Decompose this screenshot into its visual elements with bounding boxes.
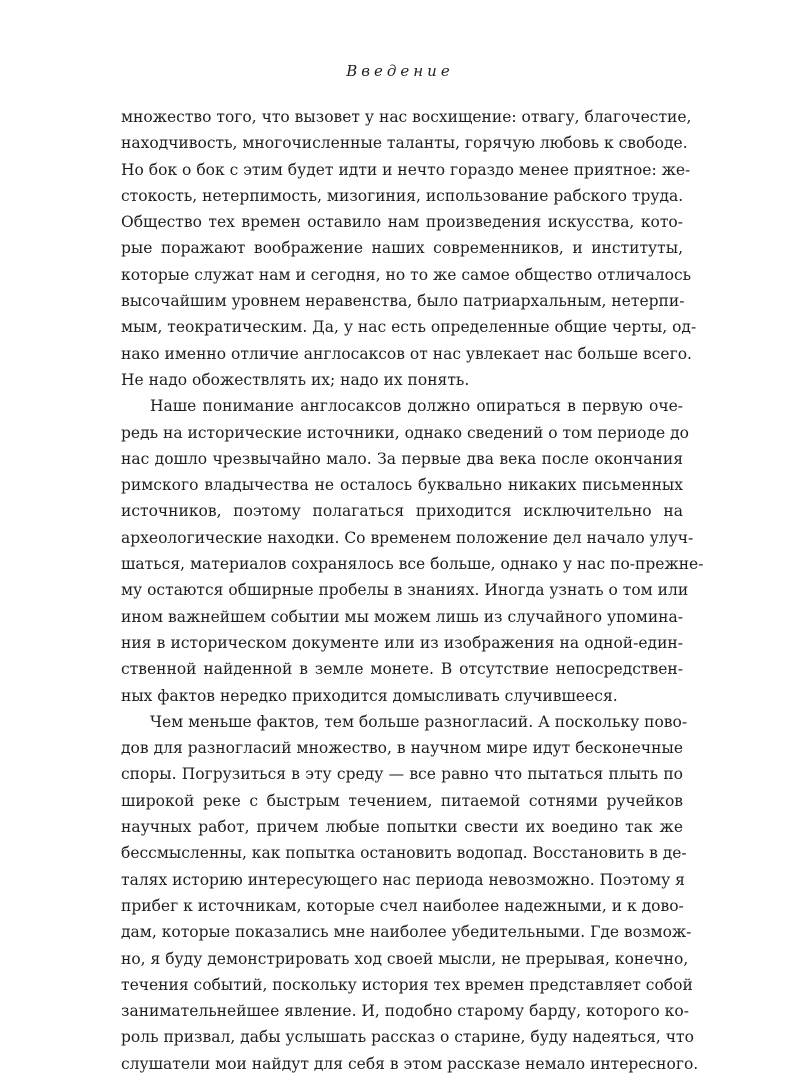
paragraph-2 [121, 393, 704, 709]
text-line: археологические находки. Со временем положение дел начало улуч- [121, 528, 694, 547]
paragraph-1 [121, 104, 697, 393]
text-line: множество того, что вызовет у нас восхищение: отвагу, благочестие, [121, 108, 692, 126]
text-line: дам, которые показались мне наиболее убедительными. Где возмож- [121, 923, 692, 942]
text-line: нако именно отличие англосаксов от нас увлекает нас больше всего. [121, 344, 692, 363]
text-line: мым, теократическим. Да, у нас есть определенные общие черты, од- [121, 318, 697, 337]
text-line: Не надо обожествлять их; надо их понять. [121, 370, 470, 389]
text-line: талях историю интересующего нас периода невозможно. Поэтому я [121, 870, 685, 889]
text-line: рые поражают воображение наших современников, и институты, [121, 239, 683, 258]
text-line: научных работ, причем любые попытки свести их воедино так же [121, 818, 683, 837]
text-line: течения событий, поскольку история тех времен представляет собой [121, 975, 693, 994]
text-line: занимательнейшее явление. И, подобно старому барду, которого ко- [121, 1002, 689, 1021]
text-line: шаться, материалов сохранялось все больше, однако у нас по-прежне- [121, 555, 704, 574]
text-line: стокость, нетерпимость, мизогиния, использование рабского труда. [121, 186, 684, 205]
page-body [121, 104, 704, 1077]
text-line: высочайшим уровнем неравенства, было патриархальным, нетерпи- [121, 292, 685, 311]
text-line: ных фактов нередко приходится домысливать случившееся. [121, 686, 618, 705]
running-header: Введение [346, 62, 454, 80]
text-line: ственной найденной в земле монете. В отсутствие непосредствен- [121, 660, 683, 679]
text-line: ния в историческом документе или из изображения на одной-един- [121, 633, 683, 652]
text-line: Наше понимание англосаксов должно опираться в первую оче- [150, 397, 683, 416]
text-line: слушатели мои найдут для себя в этом рассказе немало интересного. [121, 1054, 699, 1073]
text-line: дов для разногласий множество, в научном мире идут бесконечные [121, 739, 683, 758]
paragraph-3 [121, 709, 699, 1077]
text-line: ином важнейшем событии мы можем лишь из случайного упомина- [121, 607, 683, 626]
text-line: римского владычества не осталось буквально никаких письменных [121, 476, 683, 495]
text-line: споры. Погрузиться в эту среду — все равно что пытаться плыть по [121, 765, 683, 784]
text-line: редь на исторические источники, однако сведений о том периоде до [121, 423, 689, 442]
text-line: бессмысленны, как попытка остановить водопад. Восстановить в де- [121, 844, 687, 863]
text-line: Чем меньше фактов, тем больше разногласий. А поскольку пово- [150, 712, 688, 731]
text-line: Общество тех времен оставило нам произведения искусства, кото- [121, 213, 683, 232]
text-line: находчивость, многочисленные таланты, горячую любовь к свободе. [121, 134, 688, 153]
text-line: но, я буду демонстрировать ход своей мысли, не прерывая, конечно, [121, 949, 689, 968]
text-line: которые служат нам и сегодня, но то же самое общество отличалось [121, 265, 692, 284]
text-line: источников, поэтому полагаться приходится исключительно на [121, 502, 683, 521]
text-line: роль призвал, дабы услышать рассказ о старине, буду надеяться, что [121, 1028, 694, 1047]
text-line: му остаются обширные пробелы в знаниях. Иногда узнать о том или [121, 581, 689, 600]
text-line: нас дошло чрезвычайно мало. За первые два века после окончания [121, 449, 683, 468]
text-line: широкой реке с быстрым течением, питаемой сотнями ручейков [121, 791, 683, 810]
text-line: Но бок о бок с этим будет идти и нечто гораздо менее приятное: же- [121, 160, 691, 179]
text-line: прибег к источникам, которые счел наиболее надежными, и к дово- [121, 896, 684, 915]
